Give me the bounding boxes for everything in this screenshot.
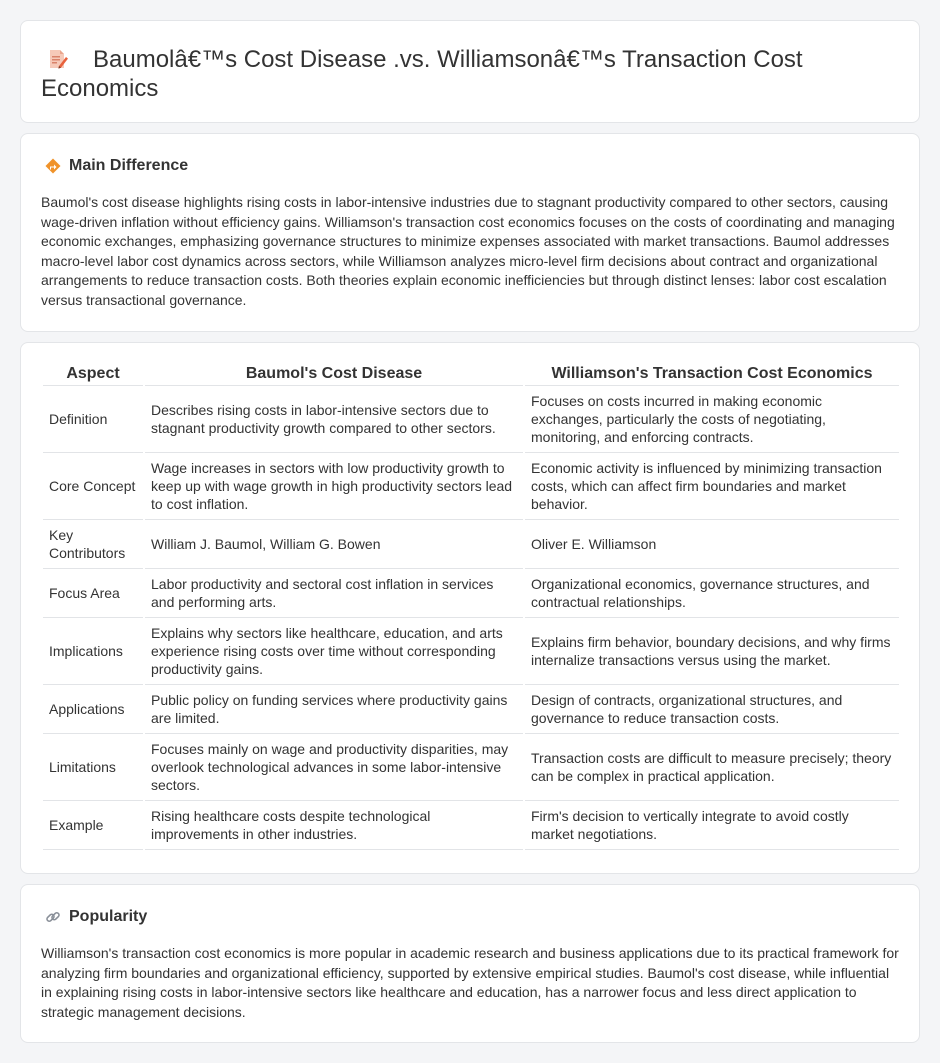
- williamson-cell: Transaction costs are difficult to measure precisely; theory can be complex in practical application.: [525, 734, 899, 801]
- pencil-document-icon: [47, 48, 69, 70]
- table-row: [43, 734, 899, 801]
- baumol-cell: Describes rising costs in labor-intensive sectors due to stagnant productivity growth compared to other sectors.: [145, 386, 523, 453]
- popularity-card: [20, 884, 920, 1043]
- baumol-cell: Labor productivity and sectoral cost inflation in services and performing arts.: [145, 569, 523, 618]
- table-row: [43, 618, 899, 685]
- williamson-cell: Organizational economics, governance structures, and contractual relationships.: [525, 569, 899, 618]
- aspect-cell: Core Concept: [43, 453, 143, 520]
- williamson-cell: Design of contracts, organizational structures, and governance to reduce transaction costs.: [525, 685, 899, 734]
- baumol-cell: Public policy on funding services where productivity gains are limited.: [145, 685, 523, 734]
- aspect-cell: Definition: [43, 386, 143, 453]
- popularity-text: Williamson's transaction cost economics is more popular in academic research and business applications due to its practical framework for analyzing firm boundaries and organizational efficiency, supported by extensive empirical studies. Baumol's cost disease, while influential in explaining rising costs in labor-intensive sectors like healthcare and education, has a narrower focus and less direct application to strategic management decisions.: [41, 945, 899, 1020]
- table-row: [43, 386, 899, 453]
- table-header-row: [43, 364, 899, 386]
- baumol-cell: William J. Baumol, William G. Bowen: [145, 520, 523, 569]
- title-card: [20, 20, 920, 123]
- header-baumol: Baumol's Cost Disease: [145, 364, 523, 386]
- table-row: [43, 453, 899, 520]
- table-row: [43, 569, 899, 618]
- table-row: [43, 520, 899, 569]
- table-row: [43, 685, 899, 734]
- baumol-cell: Wage increases in sectors with low productivity growth to keep up with wage growth in high productivity sectors lead to cost inflation.: [145, 453, 523, 520]
- williamson-cell: Economic activity is influenced by minimizing transaction costs, which can affect firm boundaries and market behavior.: [525, 453, 899, 520]
- popularity-title: Popularity: [69, 908, 148, 925]
- aspect-cell: Limitations: [43, 734, 143, 801]
- williamson-cell: Focuses on costs incurred in making economic exchanges, particularly the costs of negotiating, monitoring, and enforcing contracts.: [525, 386, 899, 453]
- williamson-cell: Explains firm behavior, boundary decisions, and why firms internalize transactions versus using the market.: [525, 618, 899, 685]
- williamson-cell: Oliver E. Williamson: [525, 520, 899, 569]
- page-title: [41, 45, 899, 103]
- comparison-table-card: [20, 342, 920, 874]
- main-difference-text: Baumol's cost disease highlights rising costs in labor-intensive industries due to stagnant productivity compared to other sectors, causing wage-driven inflation without efficiency gains. Williamson's transaction cost economics focuses on the costs of coordinating and managing economic exchanges, emphasizing governance structures to minimize expenses associated with market transactions. Baumol addresses macro-level labor cost dynamics across sectors, while Williamson analyzes micro-level firm decisions about contract and organizational arrangements to reduce transaction costs. Both theories explain economic inefficiencies but through distinct lenses: labor cost escalation versus transactional governance.: [41, 194, 895, 308]
- aspect-cell: Applications: [43, 685, 143, 734]
- baumol-cell: Focuses mainly on wage and productivity disparities, may overlook technological advances in some labor-intensive sectors.: [145, 734, 523, 801]
- page-title-text: Baumolâ€™s Cost Disease .vs. Williamsonâ€™s Transaction Cost Economics: [41, 46, 803, 102]
- aspect-cell: Key Contributors: [43, 520, 143, 569]
- diamond-sign-icon: [45, 158, 61, 174]
- main-difference-title: Main Difference: [69, 157, 189, 174]
- popularity-heading: [41, 907, 899, 927]
- comparison-table: [41, 364, 901, 850]
- header-williamson: Williamson's Transaction Cost Economics: [525, 364, 899, 386]
- link-icon: [45, 909, 61, 925]
- baumol-cell: Rising healthcare costs despite technological improvements in other industries.: [145, 801, 523, 850]
- aspect-cell: Example: [43, 801, 143, 850]
- aspect-cell: Focus Area: [43, 569, 143, 618]
- header-aspect: Aspect: [43, 364, 143, 386]
- main-difference-card: [20, 133, 920, 332]
- table-row: [43, 801, 899, 850]
- baumol-cell: Explains why sectors like healthcare, education, and arts experience rising costs over time without corresponding productivity gains.: [145, 618, 523, 685]
- williamson-cell: Firm's decision to vertically integrate to avoid costly market negotiations.: [525, 801, 899, 850]
- main-difference-heading: [41, 156, 899, 176]
- aspect-cell: Implications: [43, 618, 143, 685]
